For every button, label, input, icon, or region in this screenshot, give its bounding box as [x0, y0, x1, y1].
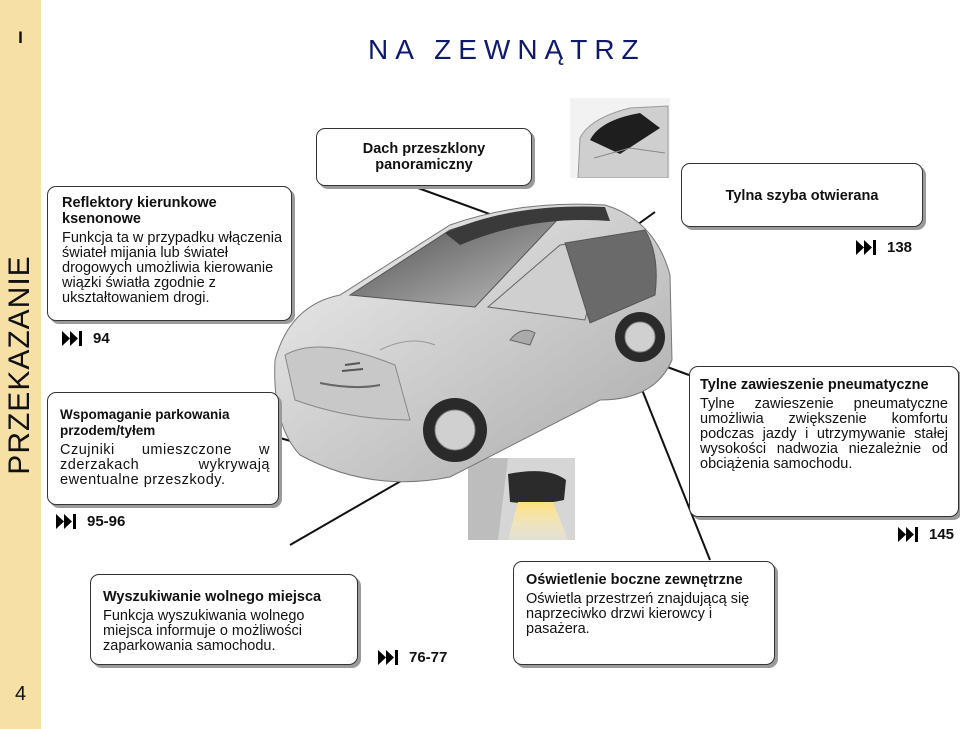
page-ref-number: 95-96 — [87, 513, 126, 530]
space-ref — [377, 649, 447, 666]
page-ref-icon — [855, 239, 877, 256]
roof-title: Dach przeszklony panoramiczny — [362, 141, 486, 173]
roof-callout — [316, 128, 532, 186]
page-ref-icon — [377, 649, 399, 666]
chapter-label: PRZEKAZANIE — [3, 255, 36, 475]
page-ref-number: 138 — [887, 239, 913, 256]
chapter-tab-mark: I — [18, 28, 23, 47]
lighting-title: Oświetlenie boczne zewnętrzne — [526, 572, 743, 588]
parking-callout — [47, 392, 279, 505]
space-title: Wyszukiwanie wolnego miejsca — [103, 589, 322, 605]
page-ref-icon — [55, 513, 77, 530]
headlights-ref — [61, 330, 110, 347]
page-ref-icon — [897, 526, 919, 543]
parking-title: Wspomaganie parkowania przodem/tyłem — [60, 407, 230, 438]
page-title: NA ZEWNĄTRZ — [368, 34, 646, 65]
suspension-ref — [897, 526, 954, 543]
parking-ref — [55, 513, 125, 530]
page-ref-number: 76-77 — [409, 649, 448, 666]
page-ref-number: 145 — [929, 526, 955, 543]
lighting-callout — [513, 561, 775, 665]
suspension-title: Tylne zawieszenie pneumatyczne — [700, 377, 929, 393]
page-ref-icon — [61, 330, 83, 347]
lighting-text: Oświetla przestrzeń znajdującą się naprzeciwko drzwi kierowcy i pasażera. — [526, 591, 750, 637]
page-ref-number: 94 — [93, 330, 110, 347]
space-text: Funkcja wyszukiwania wolnego miejsca informuje o możliwości zaparkowania samochodu. — [103, 608, 305, 654]
rear-window-photo — [570, 98, 670, 178]
suspension-callout — [689, 366, 959, 517]
page-number: 4 — [14, 683, 27, 705]
parking-text: Czujniki umieszczone w zderzakach wykrywają ewentualne przeszkody. — [60, 442, 270, 488]
space-callout — [90, 574, 358, 665]
rear-window-title: Tylna szyba otwierana — [725, 188, 879, 204]
headlights-callout — [47, 186, 292, 321]
rear-window-ref — [855, 239, 912, 256]
suspension-text: Tylne zawieszenie pneumatyczne umożliwia zwiększenie komfortu podczas jazdy i utrzymywanie stałej wysokości nadwozia niezależnie od obciążenia samochodu. — [700, 396, 948, 472]
rear-window-callout — [681, 163, 923, 227]
headlights-text: Funkcja ta w przypadku włączenia świateł mijania lub świateł drogowych umożliwia kierowanie wiązki światła zgodnie z ukształtowaniem drogi. — [62, 230, 283, 306]
car-illustration — [260, 185, 680, 515]
headlights-title: Reflektory kierunkowe ksenonowe — [62, 195, 217, 227]
